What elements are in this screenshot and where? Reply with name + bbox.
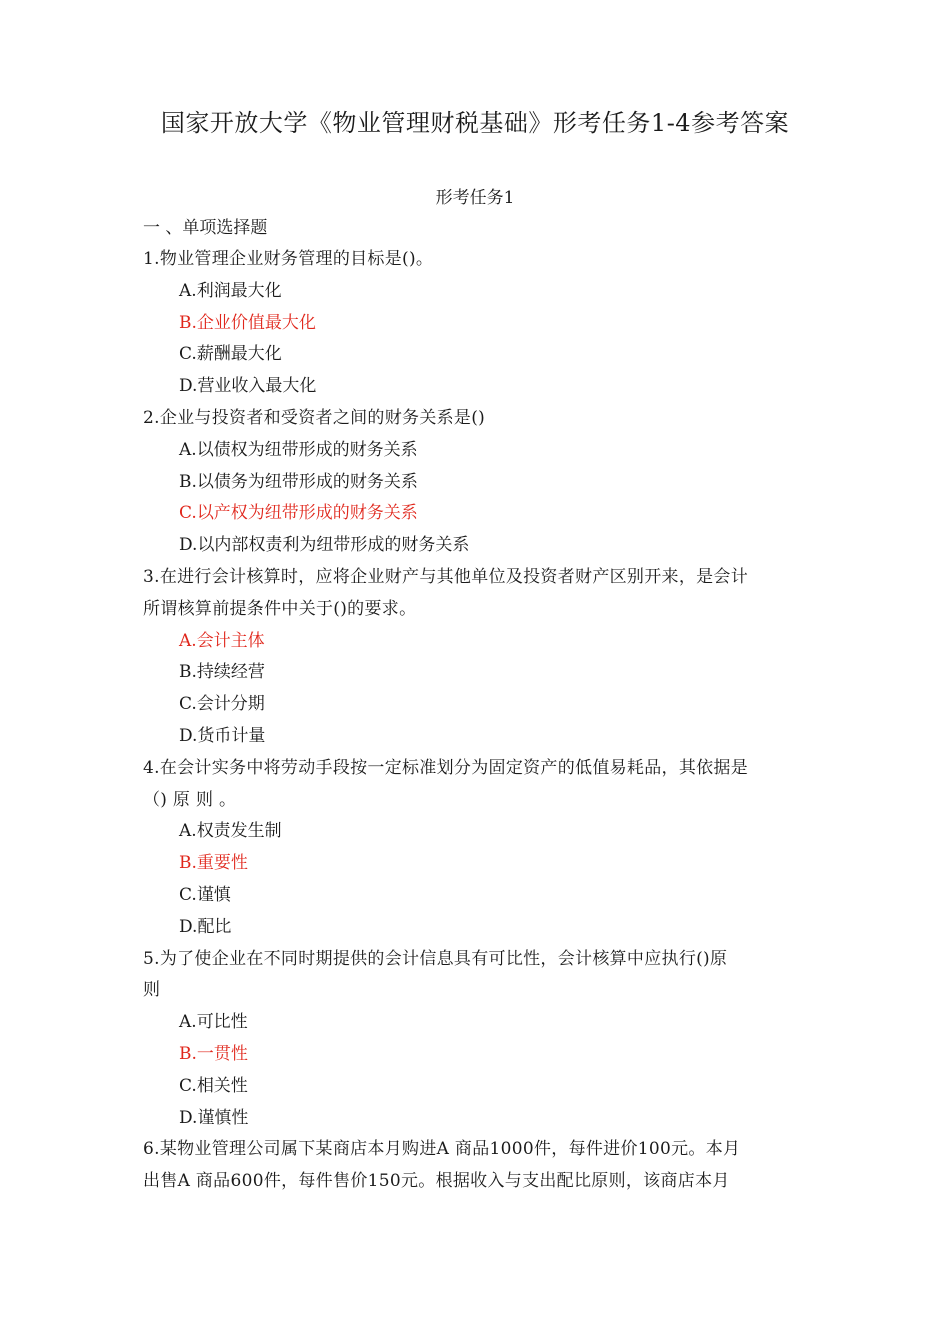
option-text: 重要性 — [196, 853, 248, 874]
answer-option — [143, 912, 808, 944]
section-heading: 一 、单项选择题 — [143, 218, 268, 238]
question-number: 3. — [143, 566, 160, 587]
question-text — [143, 944, 808, 976]
option-label: B. — [179, 312, 197, 333]
question-list — [143, 213, 808, 1198]
option-text: 持续经营 — [196, 662, 265, 683]
task-title: 形考任务1 — [435, 188, 515, 208]
question-text — [143, 1134, 808, 1166]
option-text: 以债务为纽带形成的财务关系 — [196, 471, 418, 492]
answer-option — [143, 689, 808, 721]
option-label: A. — [179, 439, 197, 460]
option-label: C. — [179, 884, 197, 905]
answer-option — [143, 435, 808, 467]
question-number: 5. — [143, 948, 160, 969]
option-text: 货币计量 — [197, 725, 266, 746]
answer-option-correct — [143, 1039, 808, 1071]
answer-option — [143, 721, 808, 753]
question-text — [143, 244, 808, 276]
option-text: 一贯性 — [196, 1043, 248, 1064]
option-label: C. — [179, 1075, 197, 1096]
option-text: 企业价值最大化 — [196, 312, 316, 333]
option-label: D. — [179, 1107, 198, 1128]
option-text: 可比性 — [196, 1012, 248, 1033]
option-label: B. — [179, 1043, 197, 1064]
question-line: 在会计实务中将劳动手段按一定标准划分为固定资产的低值易耗品，其依据是 — [159, 757, 749, 778]
option-label: C. — [179, 503, 197, 524]
answer-option — [143, 371, 808, 403]
question-number: 4. — [143, 757, 160, 778]
option-text: 营业收入最大化 — [197, 376, 317, 397]
option-label: D. — [179, 916, 198, 937]
option-label: A. — [179, 280, 197, 301]
option-text: 利润最大化 — [196, 280, 282, 301]
question-text-continued — [143, 1166, 808, 1198]
question-line: 则 — [143, 980, 161, 1001]
option-text: 配比 — [197, 916, 232, 937]
option-text: 以债权为纽带形成的财务关系 — [196, 439, 418, 460]
question-text — [143, 562, 808, 594]
option-text: 谨慎性 — [197, 1107, 249, 1128]
option-label: D. — [179, 725, 198, 746]
answer-option-correct — [143, 308, 808, 340]
answer-option — [143, 657, 808, 689]
option-text: 薪酬最大化 — [196, 344, 282, 365]
option-label: B. — [179, 471, 197, 492]
question-text-continued — [143, 785, 808, 817]
option-label: A. — [179, 821, 197, 842]
question-line: 企业与投资者和受资者之间的财务关系是() — [159, 407, 486, 428]
question-text-continued — [143, 594, 808, 626]
question-line: 为了使企业在不同时期提供的会计信息具有可比性，会计核算中应执行()原 — [159, 948, 728, 969]
question-line: 某物业管理公司属下某商店本月购进A 商品1000件，每件进价100元。本月 — [159, 1139, 741, 1160]
answer-option — [143, 467, 808, 499]
option-label: B. — [179, 853, 197, 874]
answer-option — [143, 339, 808, 371]
answer-option — [143, 530, 808, 562]
answer-option — [143, 276, 808, 308]
option-label: A. — [179, 630, 197, 651]
question-text — [143, 403, 808, 435]
question-text-continued — [143, 975, 808, 1007]
question-line: 出售A 商品600件，每件售价150元。根据收入与支出配比原则，该商店本月 — [143, 1171, 730, 1192]
answer-option-correct — [143, 626, 808, 658]
document-title: 国家开放大学《物业管理财税基础》形考任务1-4参考答案 — [160, 109, 790, 137]
answer-option-correct — [143, 498, 808, 530]
question-number: 2. — [143, 407, 160, 428]
question-number: 1. — [143, 249, 160, 269]
question-text — [143, 753, 808, 785]
option-label: D. — [179, 376, 198, 397]
option-text: 谨慎 — [196, 884, 231, 905]
question-line: 所谓核算前提条件中关于()的要求。 — [143, 598, 417, 619]
option-text: 权责发生制 — [196, 821, 282, 842]
answer-option — [143, 1071, 808, 1103]
option-label: C. — [179, 694, 197, 715]
question-line: 在进行会计核算时，应将企业财产与其他单位及投资者财产区别开来，是会计 — [159, 566, 749, 587]
option-label: A. — [179, 1012, 197, 1033]
answer-option — [143, 816, 808, 848]
question-number: 6. — [143, 1139, 160, 1160]
question-line: （) 原 则 。 — [143, 789, 237, 810]
option-label: C. — [179, 344, 197, 365]
option-text: 以产权为纽带形成的财务关系 — [196, 503, 418, 524]
option-text: 相关性 — [196, 1075, 248, 1096]
answer-option-correct — [143, 848, 808, 880]
answer-option — [143, 880, 808, 912]
option-label: B. — [179, 662, 197, 683]
option-label: D. — [179, 535, 198, 556]
option-text: 会计分期 — [196, 694, 265, 715]
question-line: 物业管理企业财务管理的目标是()。 — [159, 249, 434, 269]
answer-option — [143, 1007, 808, 1039]
option-text: 以内部权责利为纽带形成的财务关系 — [197, 535, 470, 556]
answer-option — [143, 1103, 808, 1135]
option-text: 会计主体 — [196, 630, 265, 651]
